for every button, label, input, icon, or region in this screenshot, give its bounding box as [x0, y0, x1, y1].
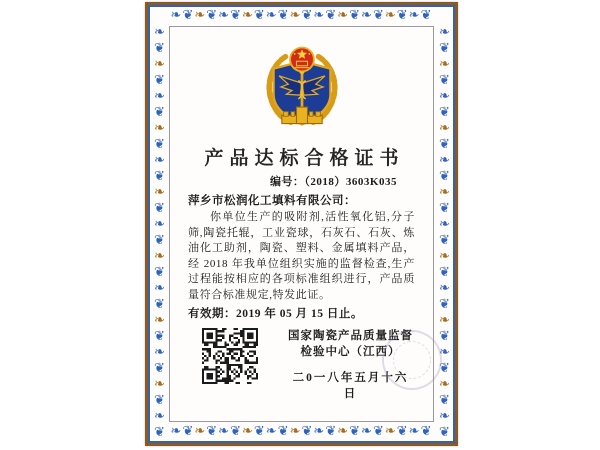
certificate-title: 产品达标合格证书 [204, 148, 405, 169]
recipient-company: 萍乡市松润化工填料有限公司： [188, 195, 356, 207]
quality-inspection-emblem-icon [256, 42, 348, 130]
validity-line: 有效期：2019 年 05 月 15 日止。 [188, 308, 363, 320]
certificate-content [171, 28, 432, 420]
issue-date: 二0一八年五月十六日 [292, 372, 409, 400]
serial-number: 编号：（2018）3603K035 [269, 176, 397, 188]
issuer-name-line1: 国家陶瓷产品质量监督 [288, 330, 413, 342]
bottom-row [188, 328, 415, 401]
issuer-name-line2: 检验中心（江西） [300, 346, 401, 358]
border-scroll-pattern-right: ❧❦❧❦❧❦❧❦❧❦❧❦❧❦❧❦❧❦❧❦❧❦❧❦❧❦ [437, 25, 452, 441]
border-scroll-pattern-top: ❧❦❧❦❧❦❧❦❧❦❧❦❧❦❧❦❧❦❧❦❧❦ [170, 8, 433, 23]
qr-code [202, 328, 258, 384]
certificate-body-text: 你单位生产的吸附剂,活性氧化铝,分子筛,陶瓷托辊，工业瓷球，石灰石、石灰、炼油化工助剂，陶瓷、塑料、金属填料产品，经 2018 年我单位组织实施的监督检查,生产过程能按相应的各项标准组织进行，产品质量符合标准规定,特发此证。 [188, 211, 415, 301]
issuer-block [286, 328, 415, 401]
border-scroll-pattern-left: ❧❦❧❦❧❦❧❦❧❦❧❦❧❦❧❦❧❦❧❦❧❦❧❦❧❦ [152, 25, 167, 441]
border-scroll-pattern-bottom: ❧❦❧❦❧❦❧❦❧❦❧❦❧❦❧❦❧❦❧❦❧❦ [170, 424, 433, 439]
certificate [145, 2, 458, 446]
emblem-wrap [188, 42, 415, 130]
